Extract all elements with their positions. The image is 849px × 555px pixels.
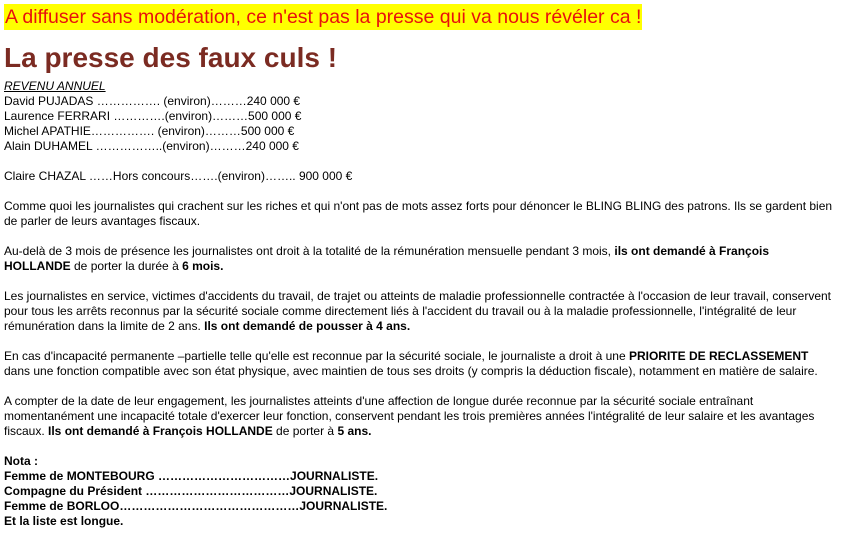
- page-title: La presse des faux culs !: [4, 42, 338, 73]
- text-segment: dans une fonction compatible avec son état physique, avec maintien de tous ses droits (y compris la déduction fiscale), notamment en matière de salaire.: [4, 364, 818, 378]
- bold-segment: 5 ans.: [337, 424, 372, 438]
- spacer: [4, 229, 834, 244]
- nota-heading-text: Nota :: [4, 454, 38, 468]
- nota-line-text: Femme de BORLOO………………………………………JOURNALISTE.: [4, 499, 388, 513]
- revenue-row: Michel APATHIE……………. (environ)………500 000 €: [4, 124, 295, 138]
- revenue-heading: REVENU ANNUEL: [4, 79, 106, 93]
- text-segment: Au-delà de 3 mois de présence les journalistes ont droit à la totalité de la rémunération mensuelle pendant 3 mois,: [4, 244, 615, 258]
- nota-footer-text: Et la liste est longue.: [4, 514, 124, 528]
- article-body: [4, 79, 834, 529]
- bold-segment: ils ont demandé à François HOLLANDE: [4, 244, 770, 273]
- nota-line-text: Femme de MONTEBOURG ……………………………JOURNALISTE.: [4, 469, 379, 483]
- bold-segment: PRIORITE DE RECLASSEMENT: [628, 349, 809, 363]
- nota-line-text: Compagne du Président ………………………………JOURNALISTE.: [4, 484, 378, 498]
- paragraph-incapacite: [4, 349, 834, 379]
- paragraph-remuneration: [4, 244, 834, 274]
- text-segment: Les journalistes en service, victimes d'accidents du travail, de trajet ou atteints de maladie professionnelle contractée à l'occasion de leur travail, conservent pour tous les arrêts reconnus par la sécurité sociale comme directement liés à l'accident du travail ou à la maladie professionnelle, l'intégralité de leur rémunération dans la limite de 2 ans.: [4, 289, 832, 333]
- nota-line: [4, 469, 834, 484]
- spacer: [4, 154, 834, 169]
- spacer: [4, 334, 834, 349]
- revenue-row: David PUJADAS ……………. (environ)………240 000 €: [4, 94, 301, 108]
- spacer: [4, 379, 834, 394]
- revenue-row: Alain DUHAMEL ……………..(environ)………240 000 €: [4, 139, 299, 153]
- bold-segment: 6 mois.: [182, 259, 224, 273]
- nota-footer: [4, 514, 834, 529]
- text-segment: A compter de la date de leur engagement, les journalistes atteints d'une affection de longue durée reconnue par la sécurité sociale entraînant momentanément une incapacité totale d'exercer leur fonction, conservent pendant les trois premières années l'intégralité de leur salaire et les avantages fiscaux.: [4, 394, 815, 438]
- spacer: [4, 274, 834, 289]
- paragraph-accidents: [4, 289, 834, 334]
- text-segment: de porter à: [272, 424, 338, 438]
- paragraph-longue-duree: [4, 394, 834, 439]
- bold-segment: Ils ont demandé à François HOLLANDE: [48, 424, 273, 438]
- spacer: [4, 439, 834, 454]
- nota-line: [4, 484, 834, 499]
- revenue-row: Laurence FERRARI ………….(environ)………500 000 €: [4, 109, 302, 123]
- paragraph-bling-bling: Comme quoi les journalistes qui crachent sur les riches et qui n'ont pas de mots assez forts pour dénoncer le BLING BLING des patrons. Ils se gardent bien de parler de leurs avantages fiscaux.: [4, 199, 833, 228]
- nota-heading: [4, 454, 834, 469]
- text-segment: En cas d'incapacité permanente –partielle telle qu'elle est reconnue par la sécurité sociale, le journaliste a droit à une: [4, 349, 629, 363]
- revenue-special-row: Claire CHAZAL ……Hors concours…….(environ)…….. 900 000 €: [4, 169, 353, 183]
- nota-line: [4, 499, 834, 514]
- spacer: [4, 184, 834, 199]
- bold-segment: Ils ont demandé de pousser à 4 ans.: [204, 319, 411, 333]
- text-segment: de porter la durée à: [70, 259, 183, 273]
- headline-banner: A diffuser sans modération, ce n'est pas la presse qui va nous révéler ca !: [5, 6, 642, 28]
